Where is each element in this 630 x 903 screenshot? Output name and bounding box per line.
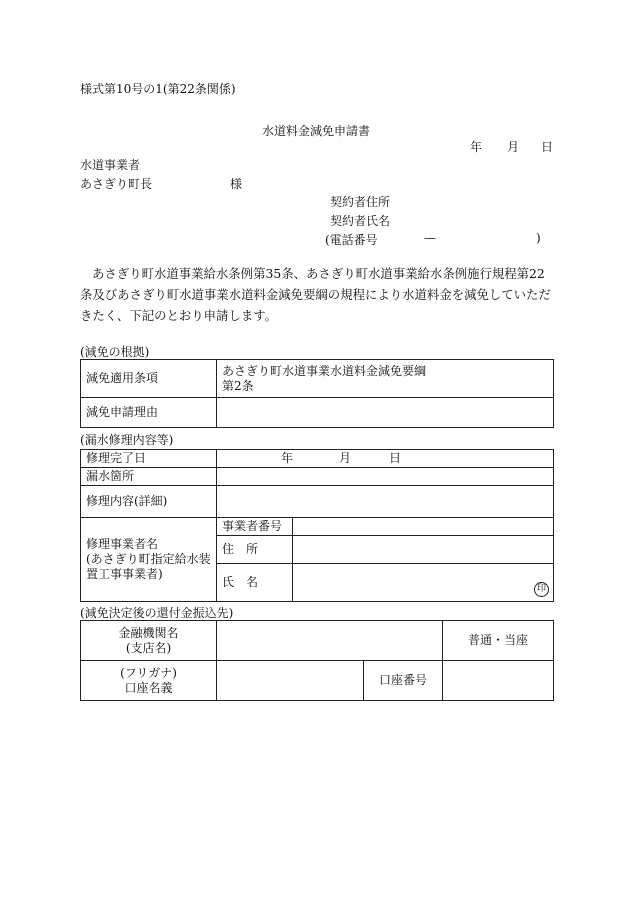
repair-detail-label: 修理内容(詳細) (81, 486, 217, 518)
applicant-phone-close: ) (536, 231, 541, 245)
account-holder-label-line1: (フリガナ) (120, 665, 177, 680)
exemption-basis-table (80, 359, 554, 428)
leak-repair-table (80, 449, 554, 602)
section1-heading: (減免の根拠) (80, 345, 150, 359)
leak-location-label: 漏水箇所 (81, 468, 217, 486)
contractor-label-line2: (あさぎり町指定給水装 (86, 552, 211, 566)
repair-completion-label: 修理完了日 (81, 450, 217, 468)
applicant-phone-label: (電話番号 (325, 233, 378, 247)
account-holder-field[interactable] (217, 661, 364, 701)
addressee-line2: あさぎり町長 (80, 177, 153, 191)
refund-account-table (80, 620, 554, 701)
addressee-honorific: 様 (230, 177, 243, 191)
exemption-clause-label: 減免適用条項 (81, 360, 217, 398)
section2-heading: (漏水修理内容等) (80, 433, 174, 447)
contractor-label-line3: 置工事事業者) (86, 567, 163, 581)
exemption-reason-field[interactable] (217, 398, 554, 428)
applicant-address-label: 契約者住所 (330, 195, 391, 209)
account-type-field[interactable]: 普通・当座 (443, 621, 554, 661)
applicant-phone-dash: — (424, 231, 436, 245)
applicant-name-label: 契約者氏名 (330, 214, 391, 228)
repair-date-month: 月 (339, 451, 352, 465)
contractor-name-label: 氏 名 (217, 564, 293, 602)
exemption-clause-value (217, 360, 554, 398)
contractor-name-field[interactable] (293, 564, 554, 602)
exemption-clause-value-line1: あさぎり町水道事業水道料金減免要綱 (222, 363, 427, 378)
section3-heading: (減免決定後の還付金振込先) (80, 606, 234, 620)
exemption-clause-value-line2: 第2条 (222, 378, 254, 393)
leak-location-field[interactable] (217, 468, 554, 486)
seal-mark: 印 (534, 582, 549, 597)
bank-name-field[interactable] (217, 621, 443, 661)
date-day: 日 (541, 140, 554, 154)
bank-name-label (81, 621, 217, 661)
contractor-number-label: 事業者番号 (217, 518, 293, 536)
contractor-address-label: 住 所 (217, 536, 293, 564)
repair-detail-field[interactable] (217, 486, 554, 518)
account-number-label: 口座番号 (364, 661, 443, 701)
application-statement: あさぎり町水道事業給水条例第35条、あさぎり町水道事業給水条例施行規程第22条及びあさぎり町水道事業水道料金減免要綱の規程により水道料金を減免していただきたく、下記のとおり申請します。 (80, 266, 551, 323)
contractor-address-field[interactable] (293, 536, 554, 564)
repair-date-year: 年 (281, 451, 294, 465)
repair-completion-date[interactable] (217, 450, 554, 468)
repair-date-day: 日 (389, 451, 402, 465)
account-holder-label-line2: 口座名義 (124, 680, 173, 695)
form-number: 様式第10号の1(第22条関係) (80, 82, 236, 96)
contractor-label (81, 518, 217, 602)
date-year: 年 (470, 140, 483, 154)
date-month: 月 (507, 140, 520, 154)
account-holder-label (81, 661, 217, 701)
contractor-number-field[interactable] (293, 518, 554, 536)
bank-name-label-line1: 金融機関名 (118, 625, 179, 640)
document-title: 水道料金減免申請書 (262, 124, 371, 138)
contractor-label-line1: 修理事業者名 (86, 537, 159, 551)
bank-name-label-line2: (支店名) (125, 640, 172, 655)
account-number-field[interactable] (443, 661, 554, 701)
exemption-reason-label: 減免申請理由 (81, 398, 217, 428)
addressee-line1: 水道事業者 (80, 158, 141, 172)
